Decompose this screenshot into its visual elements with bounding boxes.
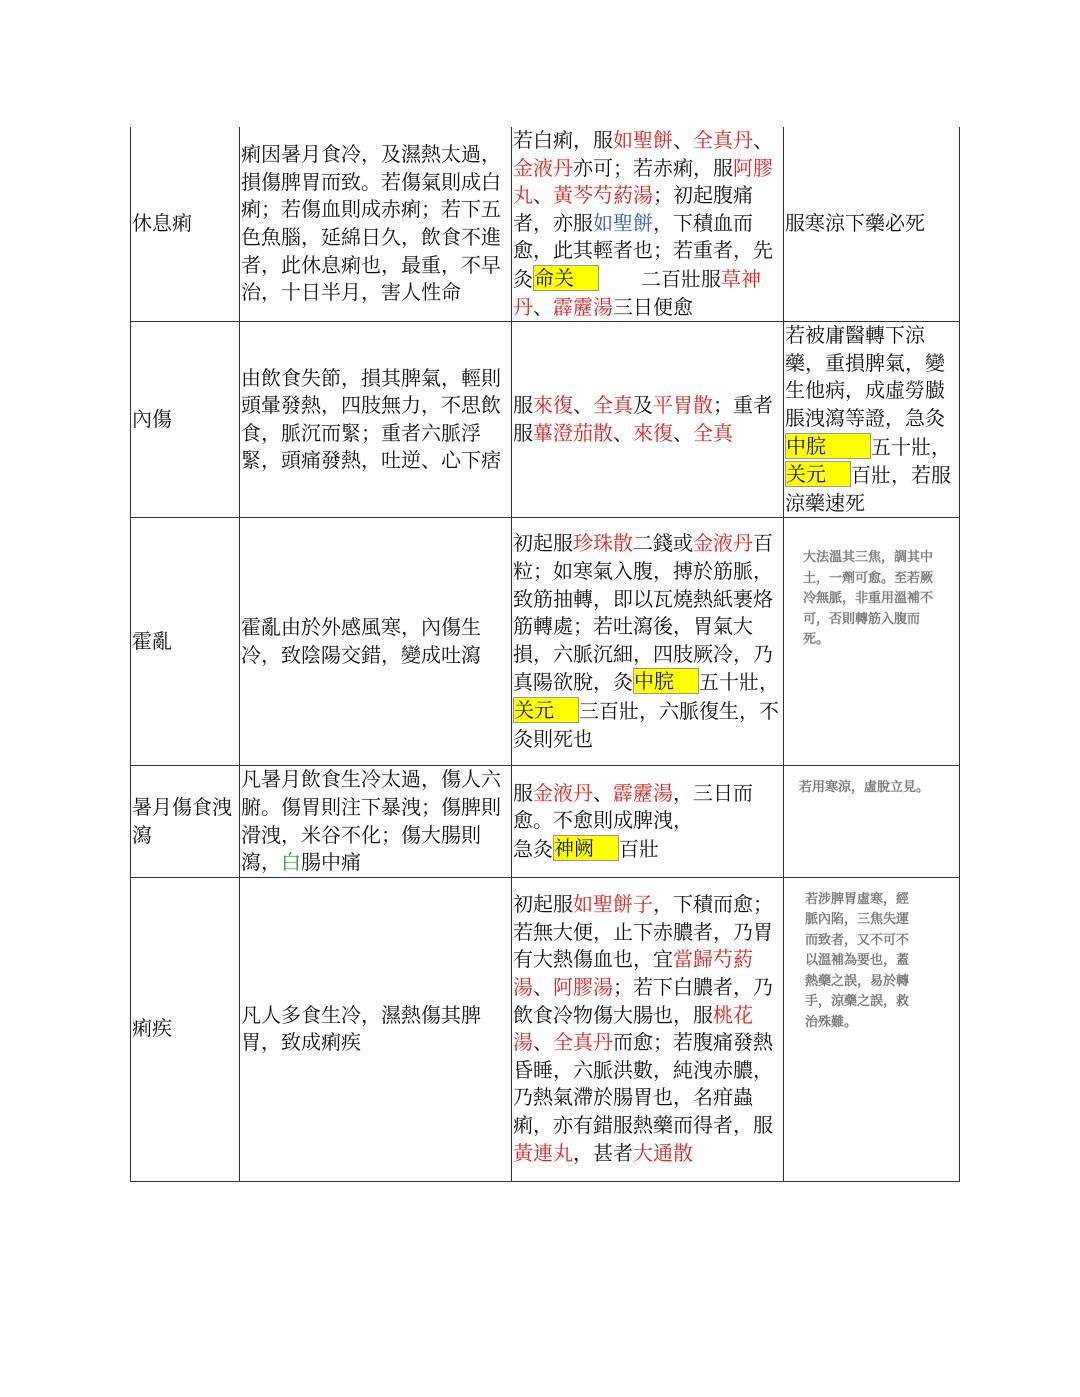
treatment: 若白痢，服如聖餅、全真丹、金液丹亦可；若赤痢，服阿膠丸、黃芩芍葯湯；初起腹痛者，亦服如聖餅，下積血而愈，此其輕者也；若重者，先灸命关 二百壯服草神丹、霹靂湯三日便愈 [512, 127, 784, 322]
disease-name: 內傷 [131, 322, 240, 518]
remedy: 如聖餅 [613, 128, 673, 152]
disease-name: 痢疾 [131, 877, 240, 1181]
warning: 大法溫其三焦，調其中土，一劑可愈。至若厥冷無脈，非重用溫補不可，否則轉筋入腹而死。 [784, 518, 960, 766]
remedy: 如聖餅子 [573, 892, 653, 917]
remedy: 來復 [633, 420, 673, 445]
acupoint-highlight: 中脘 [785, 433, 871, 459]
remedy: 平胃散 [653, 393, 713, 418]
disease-name: 暑月傷食洩瀉 [131, 766, 240, 877]
remedy: 蓽澄茄散 [533, 420, 613, 445]
remedy: 霹靂湯 [553, 294, 613, 319]
warning: 若被庸醫轉下涼藥，重損脾氣，變生他病，成虛勞臌脹洩瀉等證，急灸中脘 五十壯，关元 百壯，若服涼藥速死 [784, 322, 960, 518]
remedy: 全真丹 [693, 128, 753, 152]
warning: 服寒涼下藥必死 [784, 127, 960, 322]
treatment: 服金液丹、霹靂湯，三日而愈。不愈則成脾洩， 急灸神阙 百壯 [512, 766, 784, 877]
remedy: 阿膠丸 [513, 155, 773, 208]
warning: 若用寒涼，虛脫立見。 [784, 766, 960, 877]
remedy: 阿膠湯 [553, 975, 613, 999]
remedy: 桃花湯 [513, 1002, 753, 1055]
remedy: 如聖餅 [593, 210, 653, 235]
remedy: 金液丹 [693, 531, 753, 556]
disease-cause: 凡人多食生冷，濕熱傷其脾胃，致成痢疾 [240, 877, 512, 1181]
remedy: 黃芩芍葯湯 [553, 183, 653, 208]
table-row [131, 877, 960, 1181]
disease-name: 休息痢 [131, 127, 240, 322]
acupoint-highlight: 命关 [533, 265, 599, 291]
acupoint-highlight: 关元 [785, 461, 851, 487]
table-row [131, 127, 960, 322]
remedy: 全真 [593, 393, 633, 418]
disease-cause: 由飲食失節，損其脾氣，輕則頭暈發熱，四肢無力，不思飲食，脈沉而緊；重者六脈浮緊，頭痛發熱，吐逆、心下痞 [240, 322, 512, 518]
remedy: 全真丹 [553, 1030, 613, 1055]
remedy: 金液丹 [513, 155, 573, 180]
remedy: 當歸芍葯湯 [513, 947, 753, 999]
disease-name: 霍亂 [131, 518, 240, 766]
remedy: 金液丹 [533, 780, 593, 805]
acupoint-highlight: 中脘 [633, 668, 699, 694]
treatment: 初起服珍珠散二錢或金液丹百粒；如寒氣入腹，搏於筋脈，致筋抽轉，即以瓦燒熱紙裹烙筋轉處；若吐瀉後，胃氣大損，六脈沉細，四肢厥冷，乃真陽欲脫，灸中脘 五十壯，关元 三百壯，六脈復生，不灸則死也 [512, 518, 784, 766]
remedy: 黃連丸 [513, 1140, 573, 1165]
table-row [131, 518, 960, 766]
remedy: 大通散 [633, 1140, 693, 1165]
disease-cause: 凡暑月飲食生冷太過，傷人六腑。傷胃則注下暴洩；傷脾則滑洩，米谷不化；傷大腸則瀉，白腸中痛 [240, 766, 512, 877]
remedy: 來復 [533, 393, 573, 418]
disease-cause: 霍亂由於外感風寒，內傷生冷，致陰陽交錯，變成吐瀉 [240, 518, 512, 766]
acupoint-highlight: 关元 [513, 697, 579, 723]
treatment: 服來復、全真及平胃散；重者服蓽澄茄散、來復、全真 [512, 322, 784, 518]
acupoint-highlight: 神阙 [553, 835, 619, 861]
remedy-table [130, 127, 960, 1182]
warning: 若涉脾胃虛寒，經脈內陷，三焦失運而致者，又不可不以溫補為要也，蓋熱藥之誤，易於轉手，涼藥之誤，救治殊難。 [784, 877, 960, 1181]
remedy: 草神丹 [513, 266, 761, 319]
remedy: 霹靂湯 [613, 780, 673, 805]
table-row [131, 766, 960, 877]
treatment: 初起服如聖餅子，下積而愈；若無大便，止下赤膿者，乃胃有大熱傷血也，宜當歸芍葯湯、阿膠湯；若下白膿者，乃飲食冷物傷大腸也，服桃花湯、全真丹而愈；若腹痛發熱昏睡，六脈洪數，純洩赤膿，乃熱氣滯於腸胃也，名疳蟲痢，亦有錯服熱藥而得者，服黃連丸，甚者大通散 [512, 877, 784, 1181]
remedy: 全真 [693, 420, 733, 445]
table-row [131, 322, 960, 518]
disease-cause: 痢因暑月食冷，及濕熱太過，損傷脾胃而致。若傷氣則成白痢；若傷血則成赤痢；若下五色魚腦，延綿日久，飲食不進者，此休息痢也，最重，不早治，十日半月，害人性命 [240, 127, 512, 322]
remedy: 珍珠散 [573, 531, 633, 556]
